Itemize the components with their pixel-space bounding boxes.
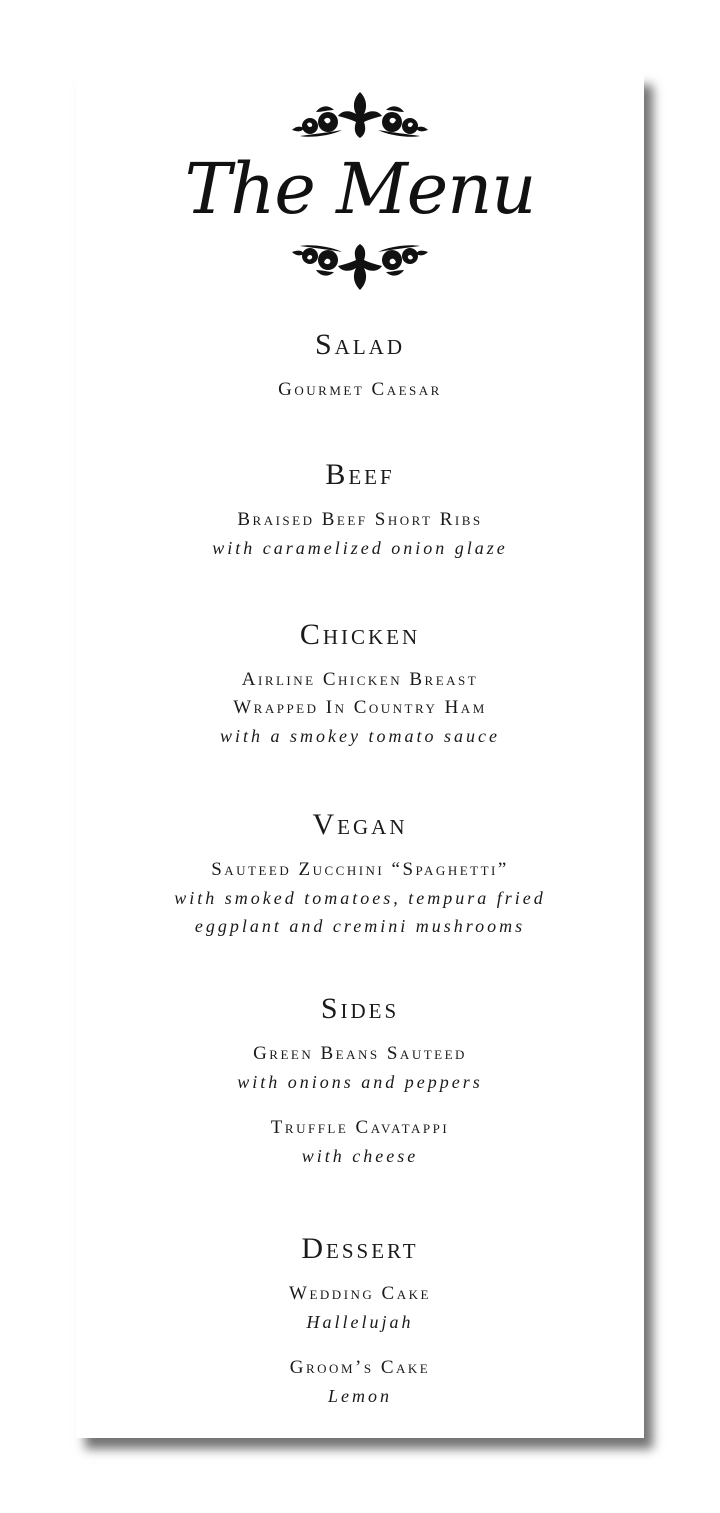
menu-item-name-line2: Wrapped In Country Ham <box>233 697 487 718</box>
menu-item-name: Sauteed Zucchini “Spaghetti” <box>211 859 509 880</box>
section-vegan <box>76 808 644 940</box>
section-beef <box>76 458 644 562</box>
section-heading: Chicken <box>299 618 421 651</box>
menu-item-name: Groom’s Cake <box>289 1357 431 1378</box>
section-heading: Dessert <box>301 1232 419 1265</box>
section-sides <box>76 992 644 1170</box>
section-salad <box>76 328 644 404</box>
menu-item-name: Green Beans Sauteed <box>253 1043 467 1064</box>
floral-ornament-bottom-icon <box>290 238 430 294</box>
menu-item-description: with a smokey tomato sauce <box>220 726 500 746</box>
menu-card <box>76 74 644 1438</box>
menu-item-description: Hallelujah <box>306 1312 414 1332</box>
menu-item-name: Braised Beef Short Ribs <box>237 509 483 530</box>
section-dessert <box>76 1232 644 1410</box>
menu-item-description: with onions and peppers <box>237 1072 483 1092</box>
floral-ornament-top-icon <box>290 88 430 144</box>
menu-item-description: with smoked tomatoes, tempura fried <box>174 888 546 908</box>
menu-item-name: Gourmet Caesar <box>278 379 442 400</box>
section-heading: Sides <box>320 992 400 1025</box>
menu-item-description: with cheese <box>301 1146 419 1166</box>
menu-item-description-line2: eggplant and cremini mushrooms <box>194 916 526 936</box>
section-heading: Beef <box>325 458 395 491</box>
menu-item-description: with caramelized onion glaze <box>212 538 508 558</box>
section-heading: Vegan <box>312 808 408 841</box>
menu-item-name: Wedding Cake <box>289 1283 431 1304</box>
menu-item-name: Airline Chicken Breast <box>241 669 479 690</box>
menu-title: The Menu <box>184 148 536 230</box>
section-chicken <box>76 618 644 750</box>
menu-item-description: Lemon <box>328 1386 392 1406</box>
section-heading: Salad <box>314 328 405 361</box>
menu-item-name: Truffle Cavatappi <box>270 1117 450 1138</box>
